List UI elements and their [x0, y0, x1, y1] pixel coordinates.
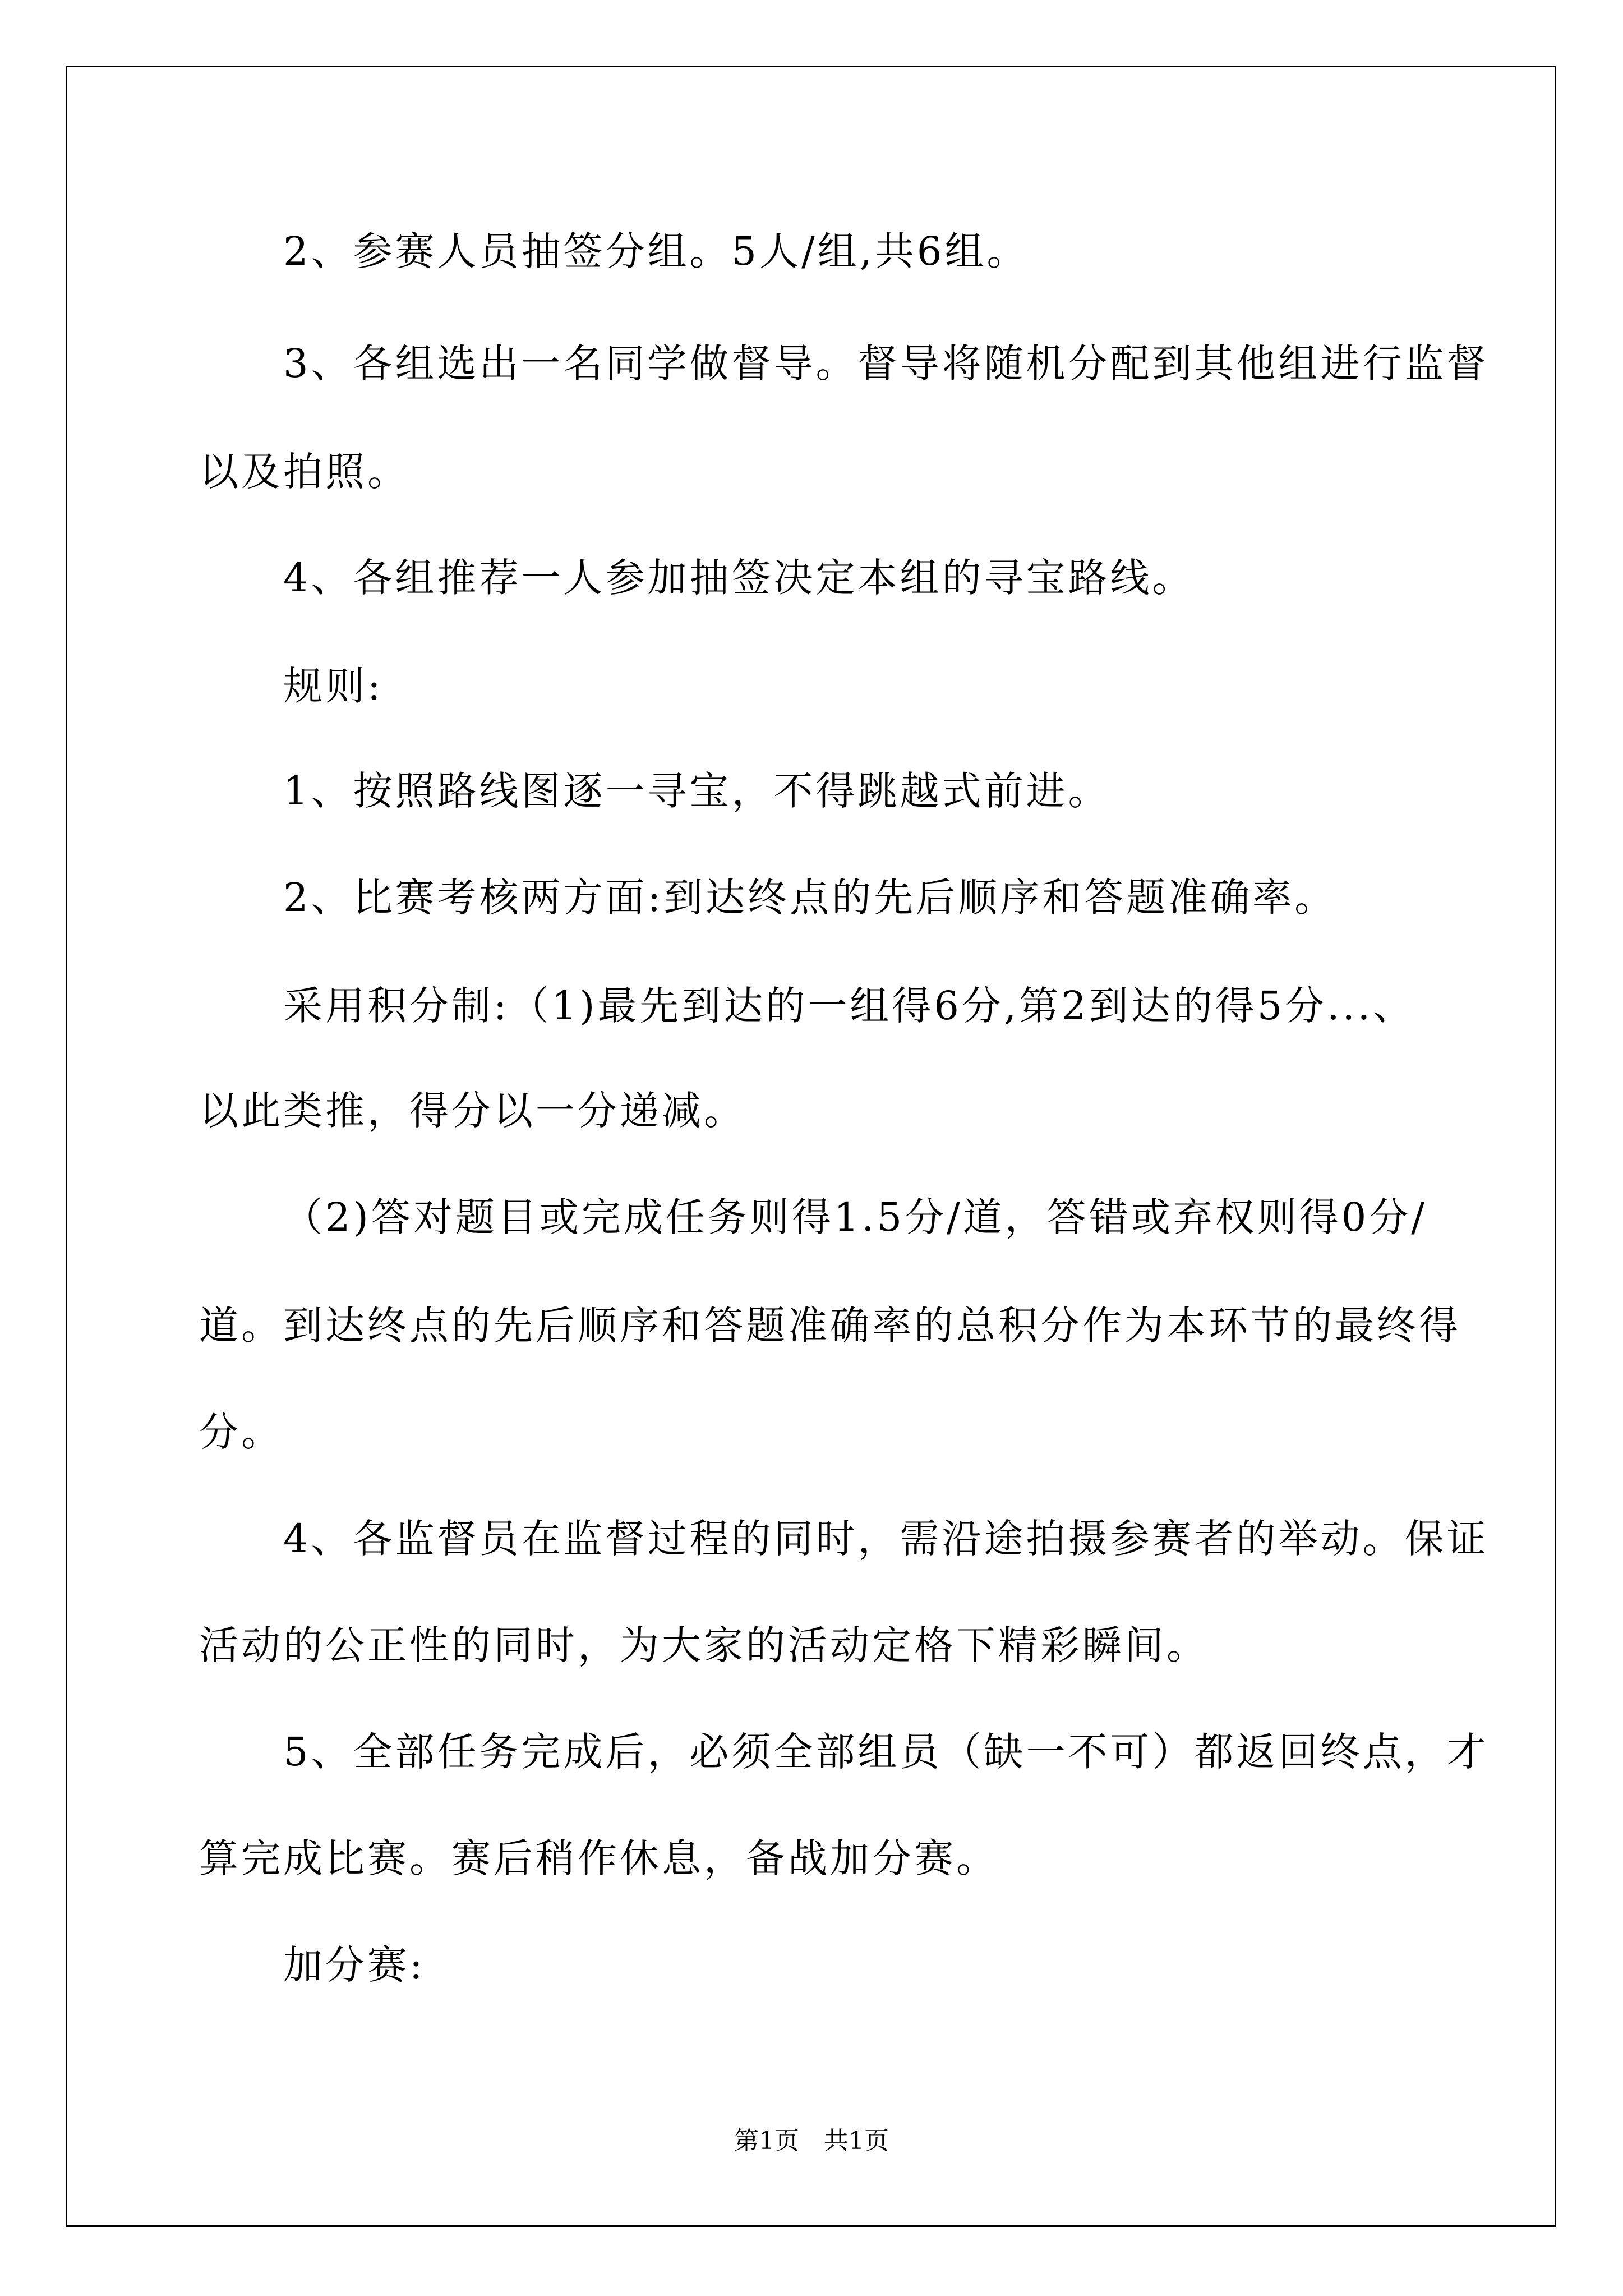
paragraph-line: 采用积分制:（1)最先到达的一组得6分,第2到达的得5分...、 [283, 983, 1415, 1029]
paragraph-line: 3、各组选出一名同学做督导。督导将随机分配到其他组进行监督 [283, 341, 1489, 386]
paragraph-line: 4、各组推荐一人参加抽签决定本组的寻宝路线。 [283, 555, 1195, 601]
page-border [66, 66, 1556, 2227]
paragraph-line: （2)答对题目或完成任务则得1.5分/道，答错或弃权则得0分/ [283, 1194, 1427, 1240]
paragraph-line: 以及拍照。 [199, 449, 409, 495]
paragraph-line: 加分赛: [283, 1942, 426, 1988]
paragraph-line: 4、各监督员在监督过程的同时，需沿途拍摄参赛者的举动。保证 [283, 1516, 1489, 1562]
paragraph-line: 分。 [199, 1409, 283, 1455]
paragraph-line: 2、比赛考核两方面:到达终点的先后顺序和答题准确率。 [283, 875, 1337, 921]
paragraph-line: 规则: [283, 663, 384, 709]
paragraph-line: 活动的公正性的同时，为大家的活动定格下精彩瞬间。 [199, 1622, 1209, 1668]
paragraph-line: 2、参赛人员抽签分组。5人/组,共6组。 [283, 228, 1029, 274]
paragraph-line: 道。到达终点的先后顺序和答题准确率的总积分作为本环节的最终得 [199, 1303, 1461, 1349]
paragraph-line: 1、按照路线图逐一寻宝，不得跳越式前进。 [283, 768, 1110, 814]
page-number-footer: 第1页 共1页 [734, 2127, 889, 2155]
paragraph-line: 以此类推，得分以一分递减。 [199, 1088, 746, 1134]
paragraph-line: 5、全部任务完成后，必须全部组员（缺一不可）都返回终点，才 [283, 1729, 1489, 1775]
paragraph-line: 算完成比赛。赛后稍作休息，备战加分赛。 [199, 1835, 998, 1881]
